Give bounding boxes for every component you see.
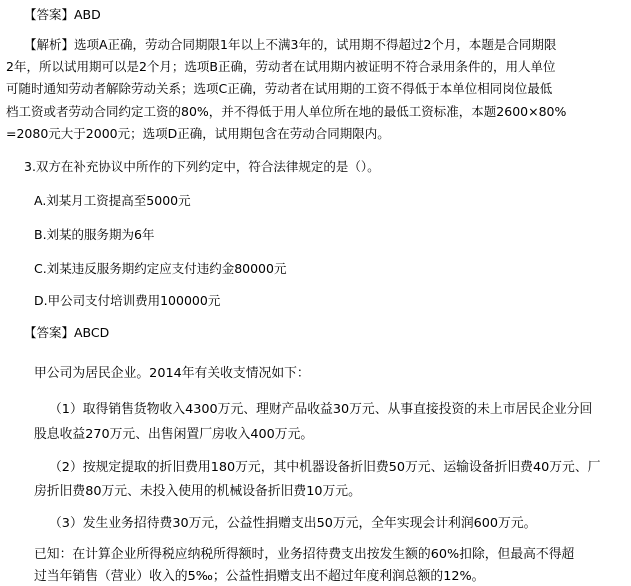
analysis-line: 2年，所以试用期可以是2个月；选项B正确，劳动者在试用期内被证明不符合录用条件的，用人单位 (6, 59, 556, 74)
case-known-line: 已知：在计算企业所得税应纳税所得额时，业务招待费支出按发生额的60%扣除，但最高不得超 (34, 547, 575, 562)
case-item-2-line: （2）按规定提取的折旧费用180万元，其中机器设备折旧费50万元、运输设备折旧费40万元、厂 (49, 460, 601, 475)
case-item-2-line: 房折旧费80万元、未投入使用的机械设备折旧费10万元。 (34, 484, 361, 499)
question-option-a: A.刘某月工资提高至5000元 (34, 193, 191, 208)
question-stem: 3.双方在补充协议中所作的下列约定中，符合法律规定的是（）。 (24, 159, 380, 174)
question-option-d: D.甲公司支付培训费用100000元 (34, 293, 221, 308)
analysis-line: =2080元大于2000元；选项D正确，试用期包含在劳动合同期限内。 (6, 126, 390, 141)
answer-label: 【答案】ABD (24, 7, 101, 22)
analysis-line: 档工资或者劳动合同约定工资的80%，并不得低于用人单位所在地的最低工资标准，本题2600×80% (6, 104, 567, 119)
case-intro: 甲公司为居民企业。2014年有关收支情况如下： (34, 366, 310, 381)
case-item-1-line: 股息收益270万元、出售闲置厂房收入400万元。 (34, 427, 314, 442)
case-known-line: 过当年销售（营业）收入的5‰；公益性捐赠支出不超过年度利润总额的12%。 (34, 569, 485, 584)
answer-label: 【答案】ABCD (24, 325, 110, 340)
analysis-line: 【解析】选项A正确，劳动合同期限1年以上不满3年的，试用期不得超过2个月，本题是合同期限 (24, 37, 557, 52)
analysis-line: 可随时通知劳动者解除劳动关系；选项C正确，劳动者在试用期的工资不得低于本单位相同岗位最低 (6, 81, 553, 96)
question-option-b: B.刘某的服务期为6年 (34, 227, 155, 242)
case-item-3-line: （3）发生业务招待费30万元，公益性捐赠支出50万元，全年实现会计利润600万元。 (49, 516, 537, 531)
question-option-c: C.刘某违反服务期约定应支付违约金80000元 (34, 261, 287, 276)
case-item-1-line: （1）取得销售货物收入4300万元、理财产品收益30万元、从事直接投资的未上市居民企业分回 (49, 402, 593, 417)
